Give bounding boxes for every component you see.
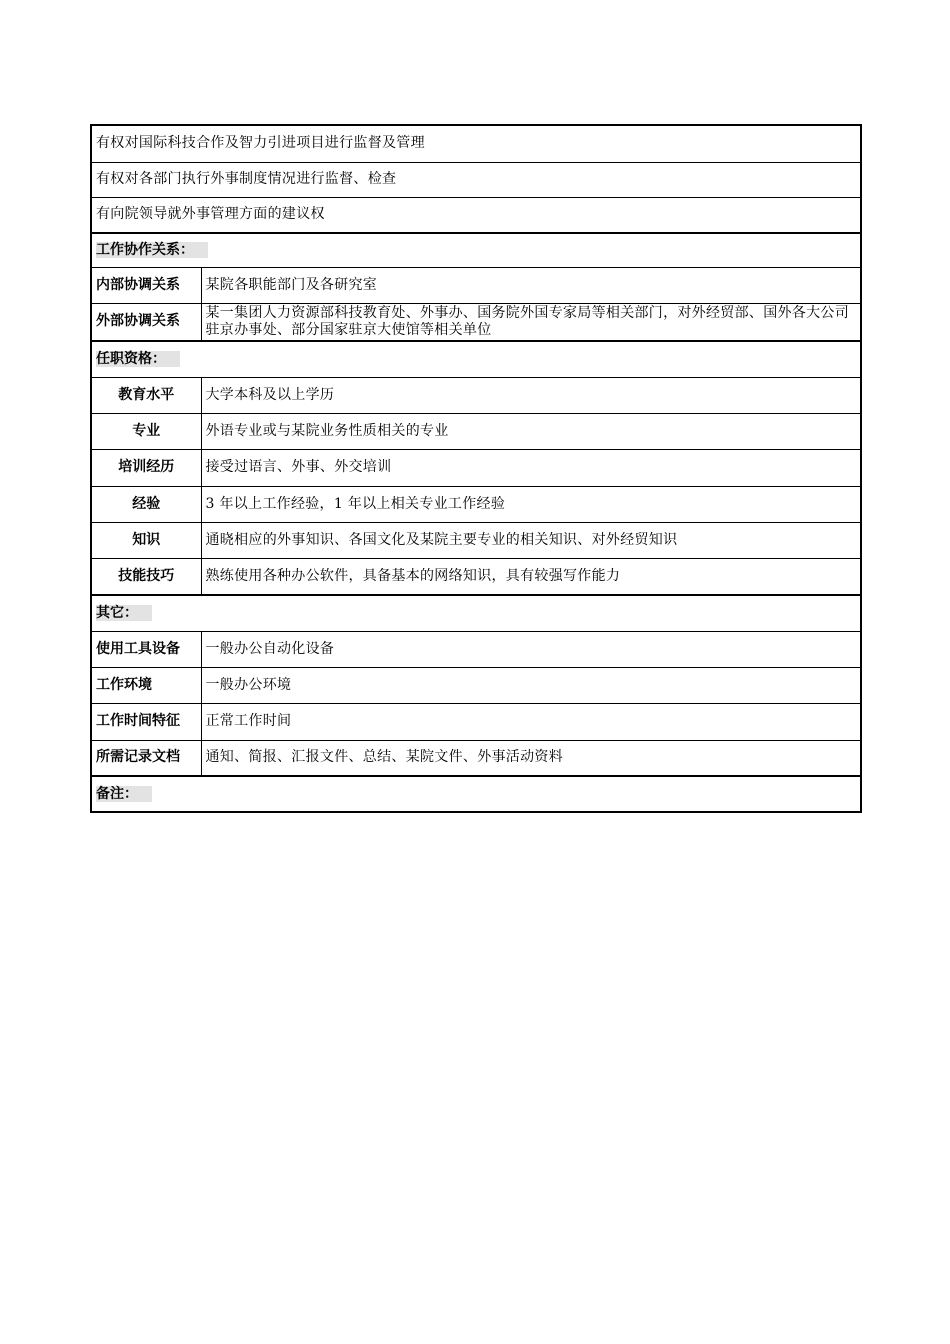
row-value: 某一集团人力资源部科技教育处、外事办、国务院外国专家局等相关部门，对外经贸部、国外各大公司驻京办事处、部分国家驻京大使馆等相关单位 bbox=[201, 303, 861, 341]
section-header-row bbox=[91, 233, 861, 267]
row-label: 内部协调关系 bbox=[91, 267, 201, 303]
row-value: 正常工作时间 bbox=[201, 703, 861, 740]
row-label: 所需记录文档 bbox=[91, 740, 201, 776]
row-value: 一般办公环境 bbox=[201, 667, 861, 703]
table-row bbox=[91, 631, 861, 667]
row-value: 3 年以上工作经验，1 年以上相关专业工作经验 bbox=[201, 486, 861, 522]
row-value: 一般办公自动化设备 bbox=[201, 631, 861, 667]
section-heading-text: 工作协作关系： bbox=[96, 242, 208, 258]
table-row bbox=[91, 558, 861, 595]
table-row bbox=[91, 740, 861, 776]
section-heading-other bbox=[91, 595, 861, 631]
row-label: 外部协调关系 bbox=[91, 303, 201, 341]
row-label: 专业 bbox=[91, 413, 201, 449]
section-heading-text: 其它： bbox=[96, 605, 152, 621]
section-heading-notes bbox=[91, 776, 861, 812]
section-heading-text: 备注： bbox=[96, 786, 152, 802]
row-label: 培训经历 bbox=[91, 449, 201, 486]
row-label: 教育水平 bbox=[91, 377, 201, 413]
authority-text: 有向院领导就外事管理方面的建议权 bbox=[91, 197, 861, 233]
row-value: 外语专业或与某院业务性质相关的专业 bbox=[201, 413, 861, 449]
authority-row bbox=[91, 197, 861, 233]
table-row bbox=[91, 413, 861, 449]
authority-row bbox=[91, 125, 861, 162]
row-value: 通知、简报、汇报文件、总结、某院文件、外事活动资料 bbox=[201, 740, 861, 776]
section-header-row bbox=[91, 341, 861, 377]
row-label: 技能技巧 bbox=[91, 558, 201, 595]
authority-row bbox=[91, 162, 861, 197]
table-row bbox=[91, 303, 861, 341]
job-description-table bbox=[90, 124, 862, 813]
row-value: 接受过语言、外事、外交培训 bbox=[201, 449, 861, 486]
row-value: 通晓相应的外事知识、各国文化及某院主要专业的相关知识、对外经贸知识 bbox=[201, 522, 861, 558]
row-label: 知识 bbox=[91, 522, 201, 558]
section-header-row bbox=[91, 776, 861, 812]
row-label: 工作时间特征 bbox=[91, 703, 201, 740]
row-value: 某院各职能部门及各研究室 bbox=[201, 267, 861, 303]
section-header-row bbox=[91, 595, 861, 631]
row-label: 经验 bbox=[91, 486, 201, 522]
table-row bbox=[91, 377, 861, 413]
table-row bbox=[91, 522, 861, 558]
row-label: 工作环境 bbox=[91, 667, 201, 703]
row-value: 大学本科及以上学历 bbox=[201, 377, 861, 413]
authority-text: 有权对国际科技合作及智力引进项目进行监督及管理 bbox=[91, 125, 861, 162]
row-value: 熟练使用各种办公软件，具备基本的网络知识，具有较强写作能力 bbox=[201, 558, 861, 595]
section-heading-qualifications bbox=[91, 341, 861, 377]
table-row bbox=[91, 703, 861, 740]
table-row bbox=[91, 667, 861, 703]
table-row bbox=[91, 486, 861, 522]
table-row bbox=[91, 449, 861, 486]
section-heading-text: 任职资格： bbox=[96, 351, 180, 367]
authority-text: 有权对各部门执行外事制度情况进行监督、检查 bbox=[91, 162, 861, 197]
row-label: 使用工具设备 bbox=[91, 631, 201, 667]
section-heading-cooperation bbox=[91, 233, 861, 267]
table-row bbox=[91, 267, 861, 303]
